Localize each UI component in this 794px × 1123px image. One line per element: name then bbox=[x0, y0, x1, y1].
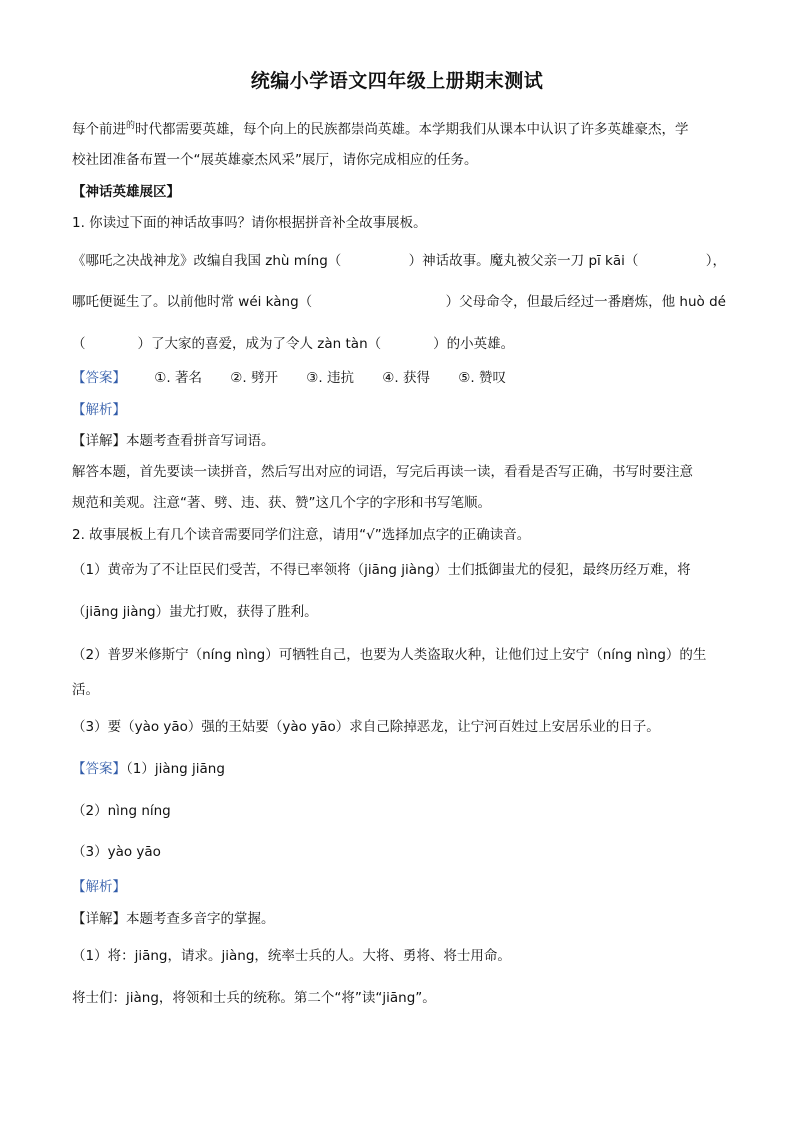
circled-number: ③ bbox=[306, 370, 319, 386]
circled-number: ⑤ bbox=[458, 370, 471, 386]
q1-passage-text: ）了大家的喜爱，成为了令人 zàn tàn（ bbox=[137, 336, 382, 352]
answer-blank bbox=[649, 251, 695, 271]
intro-text: 每个前进 bbox=[72, 121, 126, 138]
q1-passage-text: ）父母命令，但最后经过一番磨炼，他 huò dé bbox=[445, 294, 726, 310]
q1-explain-line-2: 规范和美观。注意“著、劈、违、获、赞”这几个字的字形和书写笔顺。 bbox=[72, 495, 491, 511]
answer-blank bbox=[354, 292, 404, 312]
q2-explain-line-1: （1）将：jiāng，请求。jiàng，统率士兵的人。大将、勇将、将士用命。 bbox=[72, 948, 511, 964]
q1-analysis-label: 【解析】 bbox=[72, 402, 126, 418]
section-heading: 【神话英雄展区】 bbox=[72, 184, 180, 200]
q1-explain-line-1: 解答本题，首先要读一读拼音，然后写出对应的词语，写完后再读一读，看看是否写正确，书写时要注意 bbox=[72, 464, 693, 480]
q1-passage-text: ）神话故事。魔丸被父亲一刀 pī kāi（ bbox=[408, 253, 639, 269]
q1-passage-line-3 bbox=[72, 334, 726, 354]
answer-text: （1）jiàng jiāng bbox=[126, 761, 225, 777]
q1-passage-text: 《哪吒之决战神龙》改编自我国 zhù míng（ bbox=[72, 253, 342, 269]
q1-answer-3 bbox=[306, 368, 354, 388]
answer-blank bbox=[352, 251, 398, 271]
q2-item-3: （3）要（yào yāo）强的王姑要（yào yāo）求自己除掉恶龙，让宁河百姓过上安居乐业的日子。 bbox=[72, 719, 660, 735]
q1-answer-5 bbox=[458, 368, 506, 388]
circled-number: ② bbox=[230, 370, 243, 386]
answer-text: . 违抗 bbox=[318, 370, 354, 386]
question-2-stem: 2. 故事展板上有几个读音需要同学们注意，请用“√”选择加点字的正确读音。 bbox=[72, 527, 531, 543]
question-1-stem: 1. 你读过下面的神话故事吗？请你根据拼音补全故事展板。 bbox=[72, 215, 427, 231]
answer-text: . 获得 bbox=[394, 370, 430, 386]
answer-text: . 劈开 bbox=[242, 370, 278, 386]
page-title: 统编小学语文四年级上册期末测试 bbox=[250, 70, 544, 92]
q1-answer-2 bbox=[230, 368, 278, 388]
q1-passage-line-2 bbox=[72, 292, 726, 312]
intro-line-2: 校社团准备布置一个“展英雄豪杰风采”展厅，请你完成相应的任务。 bbox=[72, 152, 478, 168]
q2-answer-2: （2）nìng níng bbox=[72, 803, 171, 819]
answer-text: . 赞叹 bbox=[470, 370, 506, 386]
q1-answer-row bbox=[72, 368, 726, 388]
answer-label: 【答案】 bbox=[72, 370, 126, 386]
circled-number: ① bbox=[154, 370, 167, 386]
q2-explain-line-2: 将士们：jiàng，将领和士兵的统称。第二个“将”读“jiāng”。 bbox=[72, 990, 436, 1006]
q1-answer-4 bbox=[382, 368, 430, 388]
q2-answer-1 bbox=[72, 759, 726, 779]
circled-number: ④ bbox=[382, 370, 395, 386]
q2-item-2-line-2: 活。 bbox=[72, 682, 99, 698]
q2-item-1-line-2: （jiāng jiàng）蚩尤打败，获得了胜利。 bbox=[72, 604, 318, 620]
q1-passage-text: （ bbox=[72, 336, 86, 352]
q2-item-1-line-1: （1）黄帝为了不让臣民们受苦，不得已率领将（jiāng jiàng）士们抵御蚩尤的侵犯，最终历经万难，将 bbox=[72, 562, 691, 578]
q2-detail: 【详解】本题考查多音字的掌握。 bbox=[72, 911, 275, 927]
intro-line-1 bbox=[72, 116, 726, 140]
answer-text: . 著名 bbox=[166, 370, 202, 386]
q2-item-2-line-1: （2）普罗米修斯宁（níng nìng）可牺牲自己，也要为人类盗取火种，让他们过上安宁（níng nìng）的生 bbox=[72, 647, 707, 663]
intro-superscript: 的 bbox=[126, 121, 136, 131]
q2-analysis-label: 【解析】 bbox=[72, 879, 126, 895]
answer-label: 【答案】 bbox=[72, 761, 126, 777]
q1-detail: 【详解】本题考查看拼音写词语。 bbox=[72, 433, 275, 449]
q1-passage-line-1 bbox=[72, 251, 726, 271]
q1-passage-text: 哪吒便诞生了。以前他时常 wéi kàng（ bbox=[72, 294, 313, 310]
intro-text: 时代都需要英雄，每个向上的民族都崇尚英雄。本学期我们从课本中认识了许多英雄豪杰，学 bbox=[135, 121, 689, 138]
q1-answer-1 bbox=[154, 368, 202, 388]
q1-passage-text: ）的小英雄。 bbox=[433, 336, 515, 352]
q2-answer-3: （3）yào yāo bbox=[72, 844, 161, 860]
q1-passage-text: ）， bbox=[705, 253, 726, 269]
